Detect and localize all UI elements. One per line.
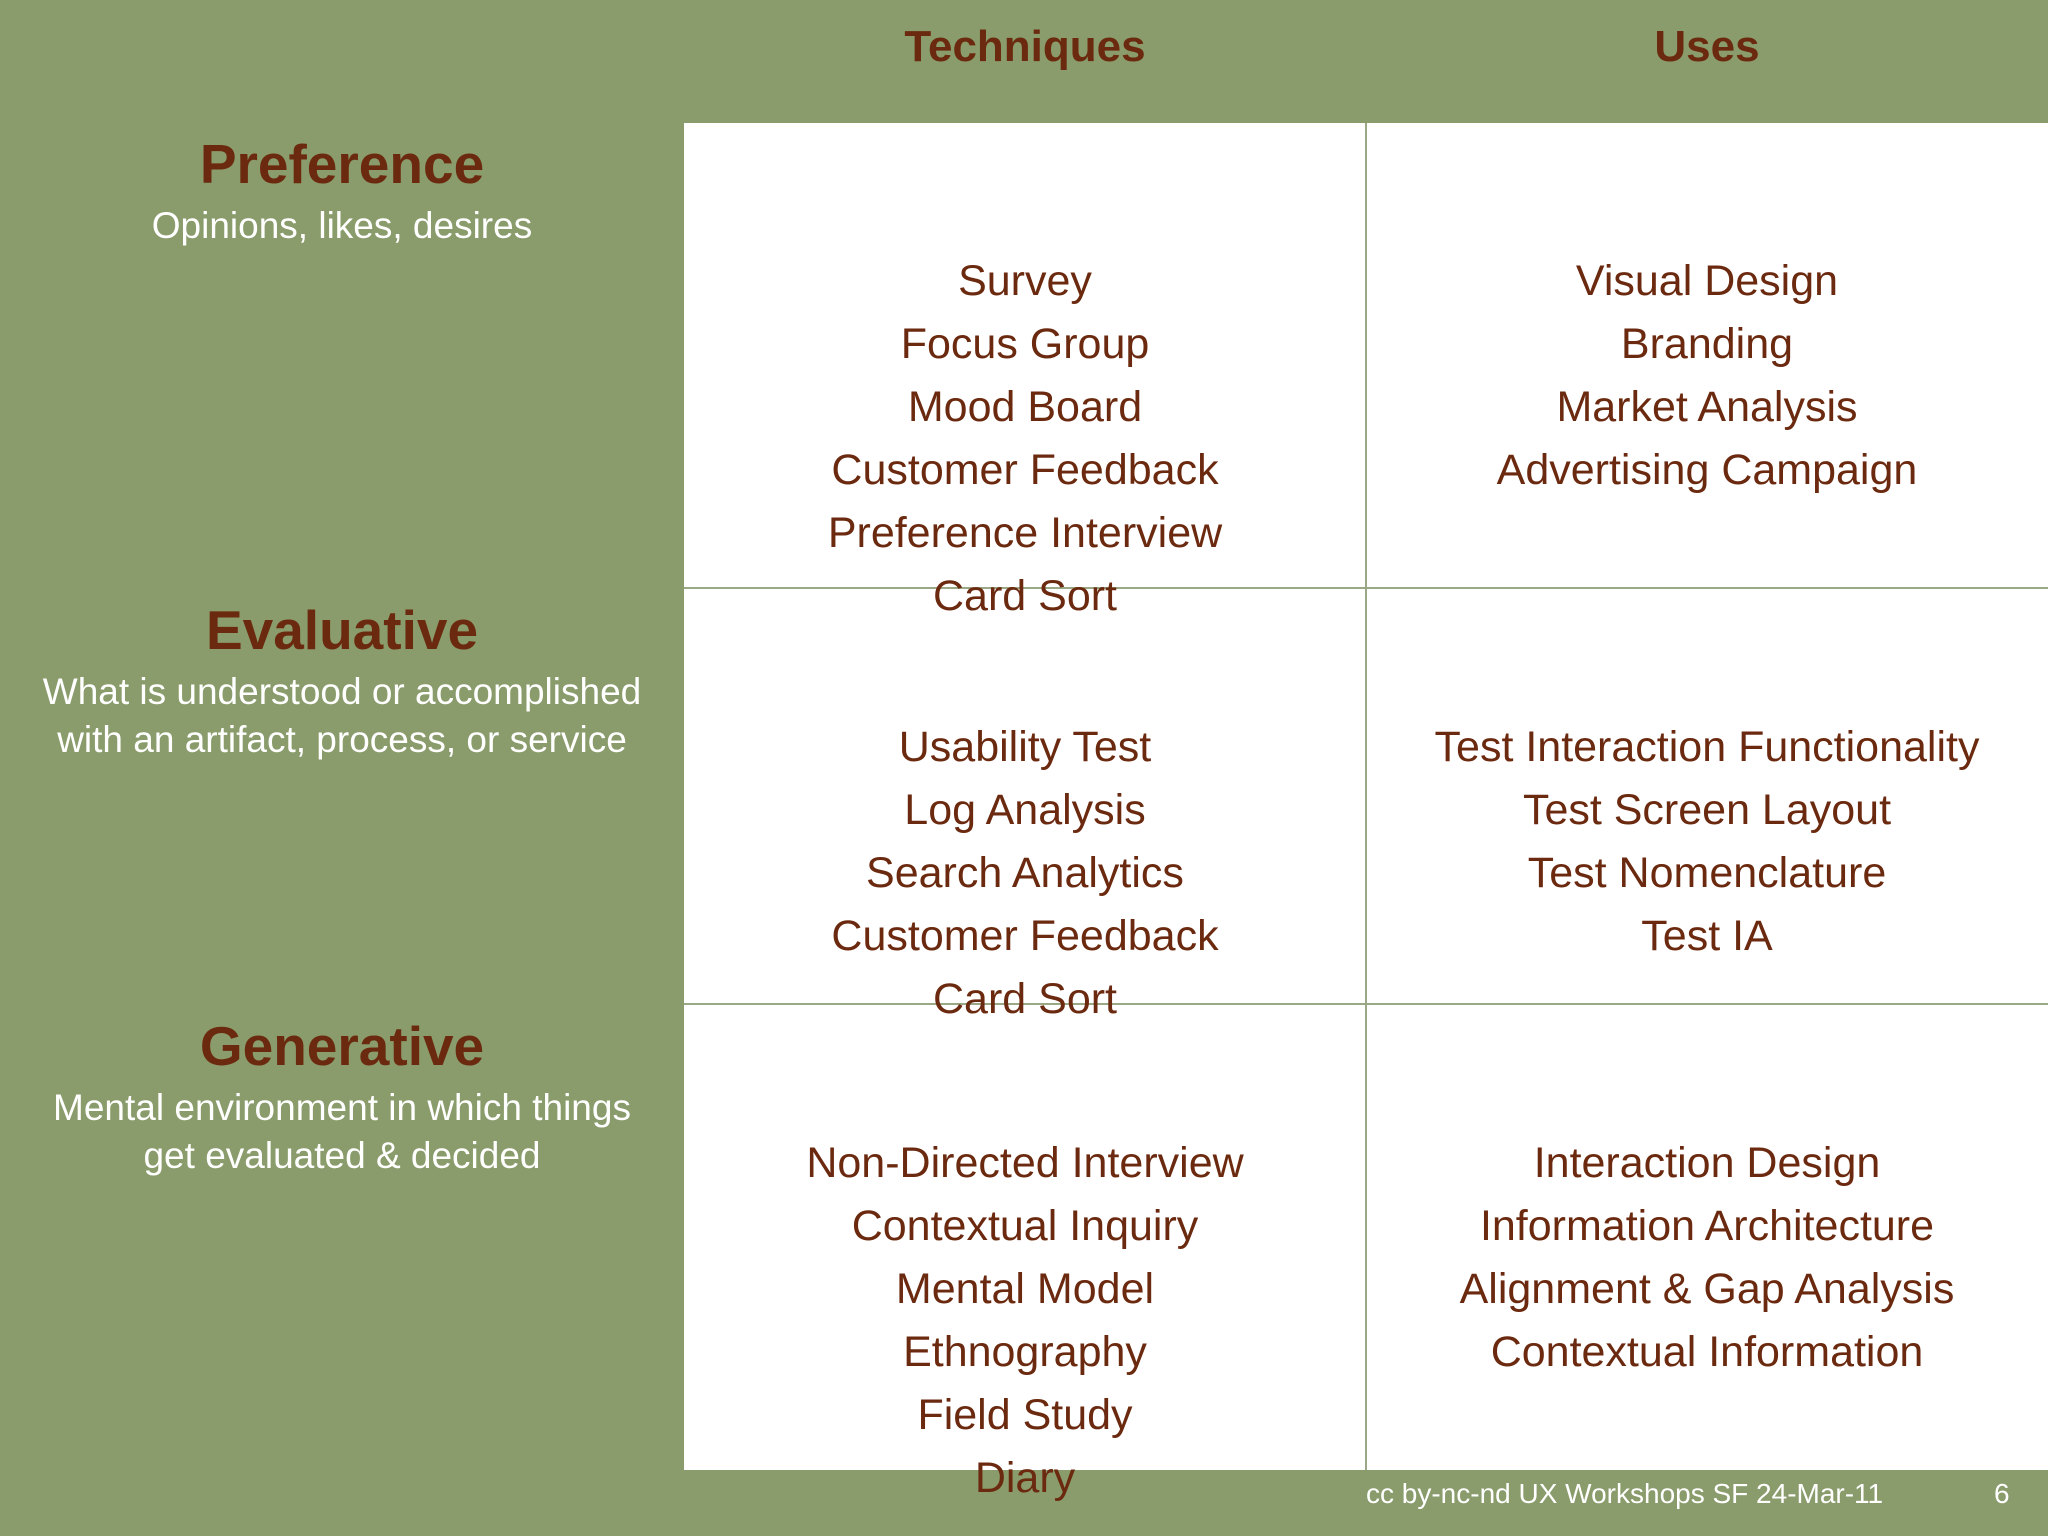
row-label-generative — [0, 1014, 684, 1180]
list-item: Advertising Campaign — [1496, 446, 1918, 494]
row-title: Preference — [199, 133, 485, 195]
row-subtitle-line: What is understood or accomplished — [42, 671, 642, 712]
list-item: Contextual Inquiry — [851, 1202, 1199, 1250]
list-item: Test Screen Layout — [1522, 786, 1892, 834]
row-subtitle-line: Opinions, likes, desires — [151, 205, 533, 246]
list-item: Customer Feedback — [831, 912, 1219, 960]
cell-evaluative-techniques — [684, 716, 1366, 1031]
row-subtitle-line: with an artifact, process, or service — [57, 719, 627, 760]
list-item: Ethnography — [903, 1328, 1147, 1376]
list-item: Preference Interview — [827, 509, 1223, 557]
list-item: Visual Design — [1575, 257, 1839, 305]
list-item: Field Study — [917, 1391, 1133, 1439]
cell-generative-uses — [1366, 1132, 2048, 1384]
list-item: Mood Board — [907, 383, 1143, 431]
row-subtitle — [0, 668, 684, 764]
row-subtitle — [0, 1084, 684, 1180]
page-number: 6 — [1994, 1478, 2010, 1509]
row-subtitle-line: Mental environment in which things — [53, 1087, 631, 1128]
list-item: Diary — [974, 1454, 1076, 1502]
list-item: Test Nomenclature — [1527, 849, 1887, 897]
cell-preference-techniques — [684, 250, 1366, 628]
row-title: Generative — [199, 1015, 485, 1077]
list-item: Branding — [1620, 320, 1794, 368]
list-item: Test Interaction Functionality — [1434, 723, 1980, 771]
row-label-preference — [0, 132, 684, 250]
footer-credit: cc by-nc-nd UX Workshops SF 24-Mar-11 — [1366, 1478, 1884, 1509]
list-item: Focus Group — [900, 320, 1150, 368]
list-item: Log Analysis — [904, 786, 1146, 834]
list-item: Survey — [958, 257, 1092, 305]
list-item: Alignment & Gap Analysis — [1459, 1265, 1955, 1313]
list-item: Mental Model — [895, 1265, 1155, 1313]
list-item: Test IA — [1641, 912, 1773, 960]
list-item: Usability Test — [898, 723, 1152, 771]
list-item: Card Sort — [932, 975, 1117, 1023]
cell-generative-techniques — [684, 1132, 1366, 1510]
cell-preference-uses — [1366, 250, 2048, 502]
list-item: Information Architecture — [1479, 1202, 1935, 1250]
list-item: Market Analysis — [1556, 383, 1858, 431]
list-item: Card Sort — [932, 572, 1117, 620]
list-item: Non-Directed Interview — [806, 1139, 1244, 1187]
cell-evaluative-uses — [1366, 716, 2048, 968]
list-item: Customer Feedback — [831, 446, 1219, 494]
techniques-column-header: Techniques — [904, 22, 1146, 71]
list-item: Search Analytics — [866, 849, 1184, 897]
row-subtitle-line: get evaluated & decided — [143, 1135, 541, 1176]
uses-column-header: Uses — [1654, 22, 1760, 71]
list-item: Interaction Design — [1533, 1139, 1881, 1187]
row-subtitle — [0, 202, 684, 250]
row-label-evaluative — [0, 598, 684, 764]
list-item: Contextual Information — [1490, 1328, 1924, 1376]
row-title: Evaluative — [205, 599, 479, 661]
